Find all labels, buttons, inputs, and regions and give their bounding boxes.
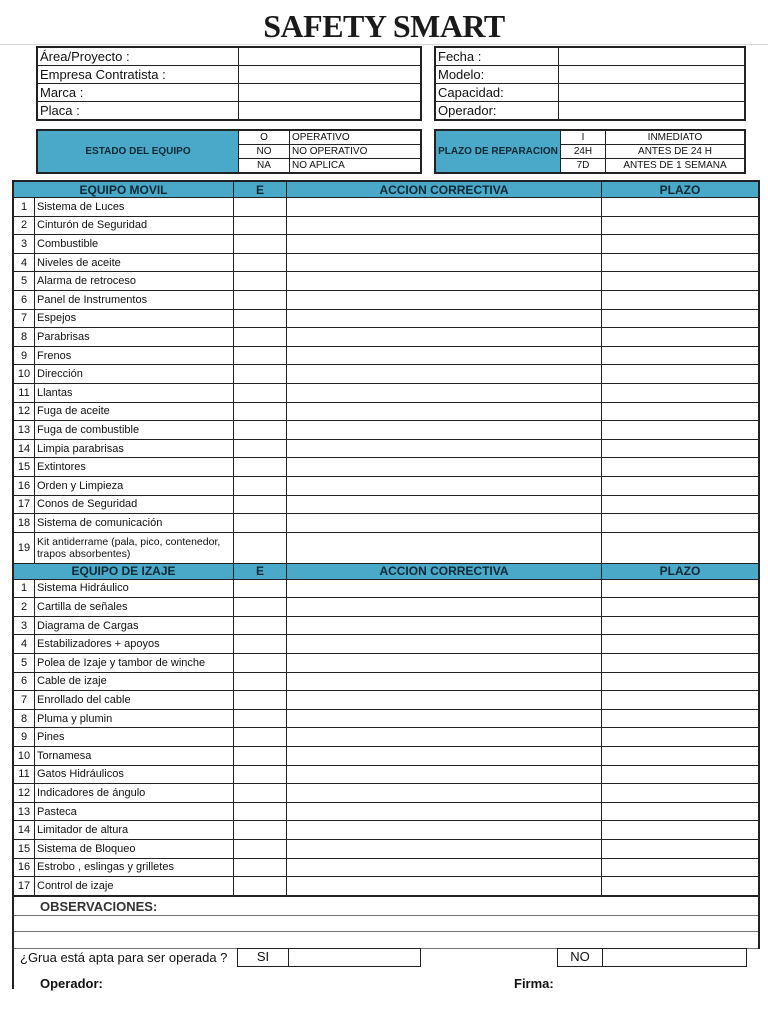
plazo-cell[interactable] xyxy=(602,784,760,803)
item-number: 10 xyxy=(13,365,35,384)
accion-cell[interactable] xyxy=(287,877,602,896)
item-number: 17 xyxy=(13,495,35,514)
item-number: 13 xyxy=(13,802,35,821)
estado-title: ESTADO DEL EQUIPO xyxy=(37,130,239,173)
item-label: Frenos xyxy=(35,346,234,365)
plazo-cell[interactable] xyxy=(602,495,760,514)
checklist-row xyxy=(13,309,759,328)
plazo-cell[interactable] xyxy=(602,346,760,365)
accion-cell[interactable] xyxy=(287,765,602,784)
plazo-cell[interactable] xyxy=(602,476,760,495)
accion-cell[interactable] xyxy=(287,495,602,514)
plazo-cell[interactable] xyxy=(602,579,760,598)
column-plazo: PLAZO xyxy=(602,181,760,198)
item-label: Cartilla de señales xyxy=(35,598,234,617)
header-label: Empresa Contratista : xyxy=(37,66,239,84)
si-label: SI xyxy=(256,949,270,964)
item-label: Estabilizadores + apoyos xyxy=(35,635,234,654)
checklist-row xyxy=(13,579,759,598)
accion-cell[interactable] xyxy=(287,840,602,859)
checklist-row xyxy=(13,216,759,235)
accion-cell[interactable] xyxy=(287,747,602,766)
item-number: 11 xyxy=(13,383,35,402)
status-row xyxy=(37,130,421,145)
firma-label: Firma: xyxy=(514,976,554,991)
estado-cell[interactable] xyxy=(234,728,287,747)
plazo-cell[interactable] xyxy=(602,383,760,402)
estado-equipo-table xyxy=(36,129,422,174)
checklist-row xyxy=(13,672,759,691)
accion-cell[interactable] xyxy=(287,272,602,291)
section-header xyxy=(13,181,759,198)
item-label: Cinturón de Seguridad xyxy=(35,216,234,235)
plazo-cell[interactable] xyxy=(602,328,760,347)
column-e: E xyxy=(234,181,287,198)
item-label: Sistema de Bloqueo xyxy=(35,840,234,859)
item-number: 4 xyxy=(13,635,35,654)
item-number: 15 xyxy=(13,458,35,477)
item-label: Indicadores de ángulo xyxy=(35,784,234,803)
checklist-row xyxy=(13,532,759,563)
plazo-cell[interactable] xyxy=(602,235,760,254)
accion-cell[interactable] xyxy=(287,691,602,710)
item-label: Alarma de retroceso xyxy=(35,272,234,291)
item-label: Llantas xyxy=(35,383,234,402)
accion-cell[interactable] xyxy=(287,616,602,635)
checklist-row xyxy=(13,654,759,673)
checklist-row xyxy=(13,328,759,347)
no-label: NO xyxy=(570,949,590,964)
accion-cell[interactable] xyxy=(287,290,602,309)
accion-cell[interactable] xyxy=(287,514,602,533)
plazo-cell[interactable] xyxy=(602,198,760,217)
plazo-cell[interactable] xyxy=(602,858,760,877)
checklist-row xyxy=(13,365,759,384)
estado-cell[interactable] xyxy=(234,365,287,384)
accion-cell[interactable] xyxy=(287,402,602,421)
item-number: 16 xyxy=(13,858,35,877)
header-label: Área/Proyecto : xyxy=(37,47,239,66)
estado-cell[interactable] xyxy=(234,328,287,347)
header-row xyxy=(435,84,745,102)
plazo-cell[interactable] xyxy=(602,290,760,309)
estado-cell[interactable] xyxy=(234,346,287,365)
item-label: Espejos xyxy=(35,309,234,328)
frame-right xyxy=(758,897,760,949)
item-number: 15 xyxy=(13,840,35,859)
header-row xyxy=(37,102,421,121)
header-label: Capacidad: xyxy=(435,84,559,102)
estado-cell[interactable] xyxy=(234,654,287,673)
plazo-cell[interactable] xyxy=(602,439,760,458)
item-label: Parabrisas xyxy=(35,328,234,347)
item-number: 12 xyxy=(13,402,35,421)
accion-cell[interactable] xyxy=(287,579,602,598)
plazo-cell[interactable] xyxy=(602,514,760,533)
accion-cell[interactable] xyxy=(287,672,602,691)
estado-cell[interactable] xyxy=(234,858,287,877)
accion-cell[interactable] xyxy=(287,858,602,877)
checklist-row xyxy=(13,747,759,766)
item-number: 17 xyxy=(13,877,35,896)
accion-cell[interactable] xyxy=(287,383,602,402)
estado-cell[interactable] xyxy=(234,616,287,635)
header-label: Fecha : xyxy=(435,47,559,66)
item-label: Extintores xyxy=(35,458,234,477)
estado-cell[interactable] xyxy=(234,802,287,821)
checklist-row xyxy=(13,458,759,477)
header-row xyxy=(37,66,421,84)
estado-cell[interactable] xyxy=(234,635,287,654)
estado-cell[interactable] xyxy=(234,784,287,803)
plazo-cell[interactable] xyxy=(602,672,760,691)
item-label: Pluma y plumin xyxy=(35,709,234,728)
checklist-row xyxy=(13,709,759,728)
accion-cell[interactable] xyxy=(287,439,602,458)
accion-cell[interactable] xyxy=(287,458,602,477)
item-label: Panel de Instrumentos xyxy=(35,290,234,309)
status-desc: ANTES DE 24 H xyxy=(606,145,746,159)
estado-cell[interactable] xyxy=(234,439,287,458)
accion-cell[interactable] xyxy=(287,198,602,217)
checklist-row xyxy=(13,821,759,840)
checklist-row xyxy=(13,802,759,821)
header-value-field[interactable] xyxy=(239,66,422,84)
estado-cell[interactable] xyxy=(234,309,287,328)
estado-cell[interactable] xyxy=(234,198,287,217)
item-number: 8 xyxy=(13,709,35,728)
apta-question: ¿Grua está apta para ser operada ? xyxy=(20,950,228,965)
obs-line xyxy=(12,915,760,916)
header-value-field[interactable] xyxy=(559,47,746,66)
header-right-table xyxy=(434,46,746,121)
checklist-row xyxy=(13,616,759,635)
item-number: 18 xyxy=(13,514,35,533)
item-number: 14 xyxy=(13,439,35,458)
plazo-cell[interactable] xyxy=(602,532,760,563)
accion-cell[interactable] xyxy=(287,253,602,272)
no-checkbox[interactable] xyxy=(557,948,603,967)
checklist-table xyxy=(12,180,760,897)
accion-cell[interactable] xyxy=(287,821,602,840)
accion-cell[interactable] xyxy=(287,476,602,495)
no-field[interactable] xyxy=(602,948,747,967)
estado-cell[interactable] xyxy=(234,421,287,440)
accion-cell[interactable] xyxy=(287,216,602,235)
item-number: 12 xyxy=(13,784,35,803)
estado-cell[interactable] xyxy=(234,235,287,254)
accion-cell[interactable] xyxy=(287,709,602,728)
item-number: 9 xyxy=(13,346,35,365)
estado-cell[interactable] xyxy=(234,514,287,533)
status-code: NA xyxy=(239,159,290,174)
checklist-row xyxy=(13,635,759,654)
estado-cell[interactable] xyxy=(234,747,287,766)
status-desc: NO APLICA xyxy=(290,159,422,174)
item-label: Limpia parabrisas xyxy=(35,439,234,458)
plazo-cell[interactable] xyxy=(602,709,760,728)
plazo-cell[interactable] xyxy=(602,802,760,821)
item-number: 14 xyxy=(13,821,35,840)
plazo-cell[interactable] xyxy=(602,635,760,654)
plazo-cell[interactable] xyxy=(602,365,760,384)
status-code: I xyxy=(561,130,606,145)
status-row xyxy=(435,130,745,145)
item-number: 16 xyxy=(13,476,35,495)
header-label: Marca : xyxy=(37,84,239,102)
checklist-row xyxy=(13,691,759,710)
estado-cell[interactable] xyxy=(234,216,287,235)
item-number: 6 xyxy=(13,672,35,691)
item-number: 2 xyxy=(13,598,35,617)
header-label: Operador: xyxy=(435,102,559,121)
accion-cell[interactable] xyxy=(287,532,602,563)
checklist-row xyxy=(13,253,759,272)
item-label: Pines xyxy=(35,728,234,747)
status-code: NO xyxy=(239,145,290,159)
item-label: Tornamesa xyxy=(35,747,234,766)
operador-label: Operador: xyxy=(40,976,103,991)
plazo-cell[interactable] xyxy=(602,765,760,784)
estado-cell[interactable] xyxy=(234,840,287,859)
page-title: SAFETY SMART xyxy=(263,8,505,44)
checklist-row xyxy=(13,439,759,458)
status-code: 7D xyxy=(561,159,606,174)
header-value-field[interactable] xyxy=(239,84,422,102)
plazo-cell[interactable] xyxy=(602,253,760,272)
header-row xyxy=(435,66,745,84)
checklist-row xyxy=(13,421,759,440)
item-number: 11 xyxy=(13,765,35,784)
header-value-field[interactable] xyxy=(239,102,422,121)
item-label: Kit antiderrame (pala, pico, contenedor, trapos absorbentes) xyxy=(35,532,234,563)
item-label: Diagrama de Cargas xyxy=(35,616,234,635)
item-number: 10 xyxy=(13,747,35,766)
status-desc: OPERATIVO xyxy=(290,130,422,145)
estado-cell[interactable] xyxy=(234,691,287,710)
status-code: 24H xyxy=(561,145,606,159)
plazo-cell[interactable] xyxy=(602,616,760,635)
item-number: 1 xyxy=(13,579,35,598)
column-e: E xyxy=(234,563,287,579)
plazo-reparacion-table xyxy=(434,129,746,174)
checklist-row xyxy=(13,346,759,365)
header-row xyxy=(435,47,745,66)
header-row xyxy=(37,84,421,102)
estado-cell[interactable] xyxy=(234,598,287,617)
section-title: EQUIPO MOVIL xyxy=(13,181,234,198)
item-label: Estrobo , eslingas y grilletes xyxy=(35,858,234,877)
estado-cell[interactable] xyxy=(234,272,287,291)
estado-cell[interactable] xyxy=(234,821,287,840)
checklist-row xyxy=(13,877,759,896)
plazo-cell[interactable] xyxy=(602,421,760,440)
header-value-field[interactable] xyxy=(239,47,422,66)
item-label: Sistema de comunicación xyxy=(35,514,234,533)
estado-cell[interactable] xyxy=(234,877,287,896)
plazo-cell[interactable] xyxy=(602,877,760,896)
item-label: Combustible xyxy=(35,235,234,254)
observaciones-section xyxy=(12,897,760,949)
accion-cell[interactable] xyxy=(287,802,602,821)
item-label: Enrollado del cable xyxy=(35,691,234,710)
item-label: Polea de Izaje y tambor de winche xyxy=(35,654,234,673)
plazo-cell[interactable] xyxy=(602,402,760,421)
item-number: 3 xyxy=(13,235,35,254)
accion-cell[interactable] xyxy=(287,235,602,254)
item-label: Sistema Hidráulico xyxy=(35,579,234,598)
item-number: 2 xyxy=(13,216,35,235)
estado-cell[interactable] xyxy=(234,532,287,563)
plazo-cell[interactable] xyxy=(602,821,760,840)
plazo-cell[interactable] xyxy=(602,728,760,747)
estado-cell[interactable] xyxy=(234,709,287,728)
estado-cell[interactable] xyxy=(234,253,287,272)
header-value-field[interactable] xyxy=(559,102,746,121)
item-number: 5 xyxy=(13,654,35,673)
item-label: Gatos Hidráulicos xyxy=(35,765,234,784)
plazo-cell[interactable] xyxy=(602,840,760,859)
divider xyxy=(0,44,768,45)
si-field[interactable] xyxy=(288,948,421,967)
column-accion: ACCION CORRECTIVA xyxy=(287,181,602,198)
checklist-row xyxy=(13,495,759,514)
plazo-cell[interactable] xyxy=(602,691,760,710)
checklist-row xyxy=(13,402,759,421)
plazo-cell[interactable] xyxy=(602,309,760,328)
checklist-row xyxy=(13,765,759,784)
estado-cell[interactable] xyxy=(234,495,287,514)
estado-cell[interactable] xyxy=(234,476,287,495)
status-desc: NO OPERATIVO xyxy=(290,145,422,159)
accion-cell[interactable] xyxy=(287,784,602,803)
item-label: Conos de Seguridad xyxy=(35,495,234,514)
plazo-cell[interactable] xyxy=(602,216,760,235)
accion-cell[interactable] xyxy=(287,328,602,347)
estado-cell[interactable] xyxy=(234,290,287,309)
column-plazo: PLAZO xyxy=(602,563,760,579)
item-label: Control de izaje xyxy=(35,877,234,896)
item-label: Niveles de aceite xyxy=(35,253,234,272)
checklist-row xyxy=(13,476,759,495)
checklist-row xyxy=(13,840,759,859)
obs-line xyxy=(12,931,760,932)
checklist-row xyxy=(13,728,759,747)
estado-cell[interactable] xyxy=(234,672,287,691)
section-title: EQUIPO DE IZAJE xyxy=(13,563,234,579)
item-number: 7 xyxy=(13,309,35,328)
item-label: Fuga de combustible xyxy=(35,421,234,440)
accion-cell[interactable] xyxy=(287,728,602,747)
plazo-cell[interactable] xyxy=(602,654,760,673)
item-number: 3 xyxy=(13,616,35,635)
item-label: Dirección xyxy=(35,365,234,384)
header-row xyxy=(37,47,421,66)
checklist-row xyxy=(13,598,759,617)
item-number: 4 xyxy=(13,253,35,272)
accion-cell[interactable] xyxy=(287,635,602,654)
column-accion: ACCION CORRECTIVA xyxy=(287,563,602,579)
accion-cell[interactable] xyxy=(287,309,602,328)
observaciones-label: OBSERVACIONES: xyxy=(40,899,158,914)
status-desc: ANTES DE 1 SEMANA xyxy=(606,159,746,174)
item-number: 13 xyxy=(13,421,35,440)
estado-cell[interactable] xyxy=(234,402,287,421)
item-number: 8 xyxy=(13,328,35,347)
item-label: Pasteca xyxy=(35,802,234,821)
item-number: 1 xyxy=(13,198,35,217)
estado-cell[interactable] xyxy=(234,458,287,477)
header-value-field[interactable] xyxy=(559,84,746,102)
plazo-cell[interactable] xyxy=(602,272,760,291)
checklist-row xyxy=(13,290,759,309)
item-number: 19 xyxy=(13,532,35,563)
estado-cell[interactable] xyxy=(234,579,287,598)
header-value-field[interactable] xyxy=(559,66,746,84)
checklist-row xyxy=(13,235,759,254)
estado-cell[interactable] xyxy=(234,765,287,784)
checklist-row xyxy=(13,383,759,402)
checklist-row xyxy=(13,858,759,877)
item-number: 9 xyxy=(13,728,35,747)
item-label: Cable de izaje xyxy=(35,672,234,691)
checklist-row xyxy=(13,198,759,217)
plazo-cell[interactable] xyxy=(602,747,760,766)
header-label: Placa : xyxy=(37,102,239,121)
item-number: 6 xyxy=(13,290,35,309)
item-label: Sistema de Luces xyxy=(35,198,234,217)
checklist-row xyxy=(13,784,759,803)
frame-left xyxy=(12,897,14,989)
section-header xyxy=(13,563,759,579)
item-number: 7 xyxy=(13,691,35,710)
item-label: Fuga de aceite xyxy=(35,402,234,421)
status-code: O xyxy=(239,130,290,145)
accion-cell[interactable] xyxy=(287,654,602,673)
header-label: Modelo: xyxy=(435,66,559,84)
accion-cell[interactable] xyxy=(287,346,602,365)
item-label: Limitador de altura xyxy=(35,821,234,840)
accion-cell[interactable] xyxy=(287,365,602,384)
accion-cell[interactable] xyxy=(287,598,602,617)
header-left-table xyxy=(36,46,422,121)
checklist-row xyxy=(13,272,759,291)
status-desc: INMEDIATO xyxy=(606,130,746,145)
si-checkbox[interactable] xyxy=(237,948,289,967)
plazo-title: PLAZO DE REPARACION xyxy=(435,130,561,173)
header-row xyxy=(435,102,745,121)
item-label: Orden y Limpieza xyxy=(35,476,234,495)
plazo-cell[interactable] xyxy=(602,598,760,617)
item-number: 5 xyxy=(13,272,35,291)
accion-cell[interactable] xyxy=(287,421,602,440)
checklist-row xyxy=(13,514,759,533)
estado-cell[interactable] xyxy=(234,383,287,402)
plazo-cell[interactable] xyxy=(602,458,760,477)
